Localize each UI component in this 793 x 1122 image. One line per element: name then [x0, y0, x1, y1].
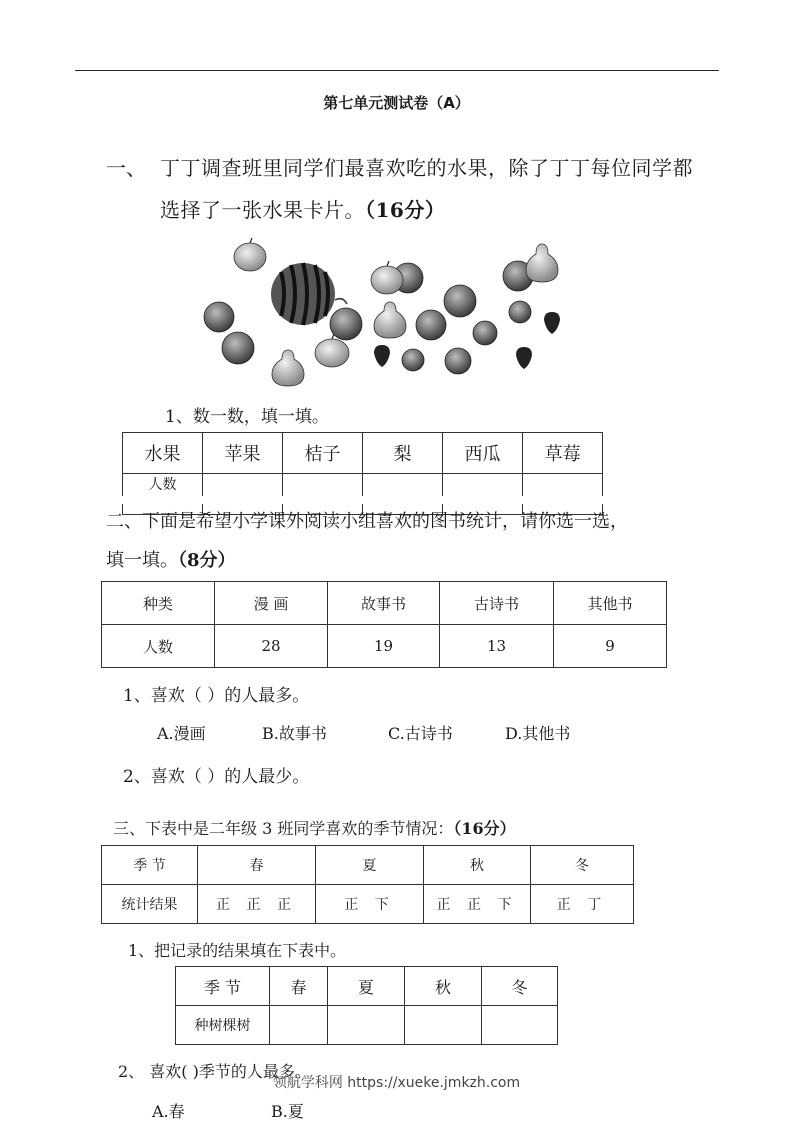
orange-icons: [204, 261, 533, 374]
season-count-header-cell: 秋: [405, 967, 482, 1006]
section1-number: 一、: [106, 156, 146, 180]
section2-option-b[interactable]: B.故事书: [262, 724, 327, 743]
section3-points: （16分）: [453, 819, 516, 838]
fruit-table-header-row: [123, 433, 603, 474]
season-header-cell: 冬: [531, 846, 634, 885]
books-count-cell: 13: [440, 625, 554, 668]
season-count-table: [175, 966, 558, 1045]
books-header-cell: 种类: [102, 582, 215, 625]
books-header-cell: 故事书: [328, 582, 440, 625]
season-tally-header-row: [102, 846, 634, 885]
section3-line1-text: 三、下表中是二年级 3 班同学喜欢的季节情况：: [113, 819, 454, 838]
fruit-header-cell: 西瓜: [443, 433, 523, 474]
season-count-data-row: [176, 1006, 558, 1045]
section2-line2-text: 填一填。: [106, 550, 178, 571]
page-title: 第七单元测试卷（A）: [323, 94, 470, 112]
season-tally-cell: 正 丁: [531, 885, 634, 924]
section2-q1: 1、喜欢（ ）的人最多。: [123, 686, 310, 706]
section3-q2: 2、 喜欢( )季节的人最多。: [118, 1062, 311, 1081]
section3-option-a[interactable]: A.春: [152, 1102, 185, 1121]
section3-q1: 1、把记录的结果填在下表中。: [128, 941, 347, 960]
books-count-cell: 19: [328, 625, 440, 668]
books-count-cell: 9: [554, 625, 667, 668]
season-count-header-cell: 春: [270, 967, 328, 1006]
section1-line2: [160, 194, 445, 223]
books-header-cell: 古诗书: [440, 582, 554, 625]
season-header-cell: 春: [198, 846, 316, 885]
season-row-label: 统计结果: [102, 885, 198, 924]
section2-option-a[interactable]: A.漫画: [157, 724, 206, 743]
section2-q2: 2、喜欢（ ）的人最少。: [123, 767, 310, 787]
season-count-cell[interactable]: [405, 1006, 482, 1045]
books-table-header-row: [102, 582, 667, 625]
section3-line1: [113, 816, 516, 839]
season-header-cell: 夏: [316, 846, 424, 885]
books-header-cell: 漫 画: [215, 582, 328, 625]
section1-line1: 丁丁调查班里同学们最喜欢吃的水果，除了丁丁每位同学都: [160, 156, 693, 180]
season-tally-cell: 正 下: [316, 885, 424, 924]
fruit-header-cell: 水果: [123, 433, 203, 474]
season-count-cell[interactable]: [482, 1006, 558, 1045]
section2-points: （8分）: [178, 550, 236, 571]
books-header-cell: 其他书: [554, 582, 667, 625]
season-header-cell: 季 节: [102, 846, 198, 885]
section1-line2-text: 选择了一张水果卡片。: [160, 198, 365, 222]
section2-option-c[interactable]: C.古诗书: [388, 724, 453, 743]
table-crop-mask: [120, 496, 610, 504]
section2-line1: 二、下面是希望小学课外阅读小组喜欢的图书统计，请你选一选，: [106, 511, 628, 532]
section1-q1: 1、数一数，填一填。: [165, 407, 329, 427]
season-count-header-cell: 冬: [482, 967, 558, 1006]
season-count-header-cell: 季 节: [176, 967, 270, 1006]
books-count-cell: 28: [215, 625, 328, 668]
season-count-row-label: 种树棵树: [176, 1006, 270, 1045]
season-tally-cell: 正 正 正: [198, 885, 316, 924]
season-count-cell[interactable]: [270, 1006, 328, 1045]
season-tally-cell: 正 正 下: [424, 885, 531, 924]
season-count-header-cell: 夏: [328, 967, 405, 1006]
fruit-illustration: [195, 232, 570, 392]
fruit-row-label: 人数: [123, 474, 203, 515]
books-table: [101, 581, 667, 668]
season-count-header-row: [176, 967, 558, 1006]
section2-option-d[interactable]: D.其他书: [505, 724, 571, 743]
fruit-header-cell: 梨: [363, 433, 443, 474]
fruit-header-cell: 草莓: [523, 433, 603, 474]
top-rule: [75, 70, 719, 71]
season-tally-data-row: [102, 885, 634, 924]
footer-watermark: 领航学科网 https://xueke.jmkzh.com: [272, 1075, 521, 1091]
section3-option-b[interactable]: B.夏: [271, 1102, 304, 1121]
fruit-header-cell: 苹果: [203, 433, 283, 474]
books-table-data-row: [102, 625, 667, 668]
section2-line2: [106, 546, 236, 572]
season-count-cell[interactable]: [328, 1006, 405, 1045]
books-row-label: 人数: [102, 625, 215, 668]
fruit-header-cell: 桔子: [283, 433, 363, 474]
season-tally-table: [101, 845, 634, 924]
season-header-cell: 秋: [424, 846, 531, 885]
section1-points: （16分）: [365, 198, 446, 222]
